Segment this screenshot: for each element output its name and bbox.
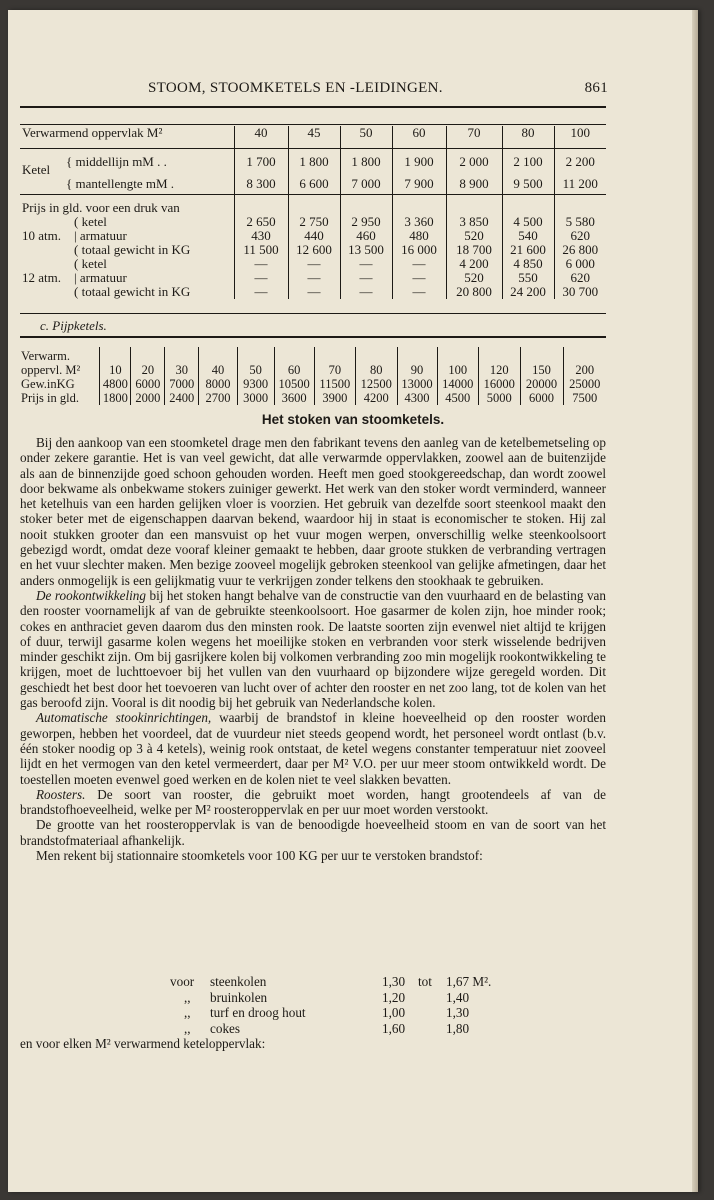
italic-term: Automatische stookinrichtingen, xyxy=(36,710,212,726)
cell: 12 600 xyxy=(288,243,340,257)
cell: 100 xyxy=(437,347,479,377)
cell: 26 800 xyxy=(554,243,606,257)
cell: 2 200 xyxy=(554,148,606,177)
table1-top-rule xyxy=(20,124,606,125)
cell: — xyxy=(340,285,392,299)
cell: 11 500 xyxy=(234,243,288,257)
cell: 1800 xyxy=(100,391,131,405)
cell: 550 xyxy=(502,271,554,285)
paragraph: Bij den aankoop van een stoomketel drage men den fabrikant tevens den aanleg van de ketelbemetseling op onder zekere garantie. Het is van veel gewicht, dat alle verwarmde oppervlakken, zoowel aan de buitenzijde als aan de binnenzijde goed schoon gehouden worden. Heeft men goed stookgereedschap, dan wordt zoowel door bekwame als onbekwame stokers zuiniger gewerkt. Het werk van den stoker wordt verminderd, wanneer het ketelhuis van een harden gelijken vloer is voorzien. Het gebruik van dezelfde soort steenkool maakt den stoker beter met de eigenschappen daarvan bekend, waardoor hij in staat is economischer te stoken. Hij zal nooit stukken grooter dan een mansvuist op het vuur mogen werpen, onverschillig welke steenkoolsoort gebezigd wordt, omdat deze vooraf kleiner gemaakt te hebben, daar groote stukken de verbranding vertragen en het vuur slechter maken. Men bezige zooveel mogelijk gebroken steenkool van gelijke afmetingen, daar het anders onmogelijk is een gelijkmatig vuur te verkrijgen zonder telkens den stookhaak te gebruiken. xyxy=(20,435,606,588)
book-page xyxy=(8,10,698,1192)
fuel-row: ,, bruinkolen 1,20 1,40 xyxy=(184,989,470,1005)
price-label: Prijs in gld. voor een druk van xyxy=(20,195,234,216)
cell: 6000 xyxy=(520,391,563,405)
cell: 2 950 xyxy=(340,215,392,229)
row-label: armatuur xyxy=(79,228,127,243)
cell: — xyxy=(392,285,446,299)
cell: 18 700 xyxy=(446,243,502,257)
cell: 16000 xyxy=(479,377,521,391)
cell: 1 800 xyxy=(340,148,392,177)
label-oppervl: Verwarm. oppervl. M² xyxy=(21,349,81,377)
cell: 5000 xyxy=(479,391,521,405)
closing-line: en voor elken M² verwarmend keteloppervlak: xyxy=(20,1036,266,1051)
cell: 9300 xyxy=(237,377,274,391)
cell: 50 xyxy=(237,347,274,377)
cell: — xyxy=(340,257,392,271)
cell: 1 900 xyxy=(392,148,446,177)
cell: 120 xyxy=(479,347,521,377)
cell: — xyxy=(288,257,340,271)
cell: 430 xyxy=(234,229,288,243)
cell: 13 500 xyxy=(340,243,392,257)
cell: 6 000 xyxy=(554,257,606,271)
cell: 3900 xyxy=(314,391,355,405)
cell: — xyxy=(234,271,288,285)
cell: 5 580 xyxy=(554,215,606,229)
cell: 620 xyxy=(554,271,606,285)
cell: 4 500 xyxy=(502,215,554,229)
cell: 8 900 xyxy=(446,177,502,195)
cell: 10500 xyxy=(274,377,314,391)
pipe-boiler-table xyxy=(20,347,606,405)
col-head: 60 xyxy=(392,126,446,148)
head-label: Verwarmend oppervlak M² xyxy=(22,125,163,140)
cell: 7 900 xyxy=(392,177,446,195)
cell: 80 xyxy=(356,347,398,377)
cell: 3600 xyxy=(274,391,314,405)
cell: 1 800 xyxy=(288,148,340,177)
cell: 540 xyxy=(502,229,554,243)
fuel-row: ,, turf en droog hout 1,00 1,30 xyxy=(184,1005,470,1020)
cell: 7500 xyxy=(563,391,606,405)
section-title: Het stoken van stoomketels. xyxy=(261,412,445,427)
cell: — xyxy=(234,257,288,271)
cell: 90 xyxy=(397,347,437,377)
cell: — xyxy=(234,285,288,299)
cell: 6000 xyxy=(131,377,165,391)
paragraph: Men rekent bij stationnaire stoomketels voor 100 KG per uur te verstoken brandstof: xyxy=(36,848,483,864)
cell: 70 xyxy=(314,347,355,377)
cell: — xyxy=(392,271,446,285)
pijpketels-heading: c. Pijpketels. xyxy=(40,318,107,333)
cell: 11500 xyxy=(314,377,355,391)
cell: 8 300 xyxy=(234,177,288,195)
atm10-label: 10 atm. xyxy=(22,228,61,243)
cell: 440 xyxy=(288,229,340,243)
cell: — xyxy=(288,285,340,299)
cell: 6 600 xyxy=(288,177,340,195)
cell: 2 100 xyxy=(502,148,554,177)
paragraph: Automatische stookinrichtingen, waarbij de brandstof in kleine hoeveelheid op den rooster worden geworpen, hebben het voordeel, dat de vuurdeur niet steeds geopend wordt, het personeel wordt ontlast (b.v. één stoker noodig op 3 à 4 ketels), weinig rook ontstaat, de ketel wegens constanter temperatuur niet zooveel lijdt en het vermogen van den ketel vermeerdert, daar per M² V.O. per uur meer stoom ontwikkeld wordt. De toestellen moeten evenwel goed werken en de kolen niet te veel slakken bevatten. xyxy=(20,710,606,787)
cell: 620 xyxy=(554,229,606,243)
cell: 2 000 xyxy=(446,148,502,177)
cell: 9 500 xyxy=(502,177,554,195)
col-head: 80 xyxy=(502,126,554,148)
italic-term: De rookontwikkeling xyxy=(36,587,146,603)
cell: 3000 xyxy=(237,391,274,405)
row-label: armatuur xyxy=(79,270,127,285)
cell: 14000 xyxy=(437,377,479,391)
boiler-table: Verwarmend oppervlak M² 40 45 50 60 70 80 100 Ketel{ middellijn mM . . 1 700 1 800 1 800 1 900 2 000 2 100 2 200 { mantellengte mM . 8 300 6 600 7 000 7 900 8 900 9 500 11 200 Prijs in gld. voor een druk van ( ketel 2 650 2 750 2 950 3 360 3 850 4 500 5 580 10 atm. | armatuur 430 440 460 480 520 540 620 ( totaal gewicht in KG 11 500 12 600 13 500 16 000 18 700 21 600 26 800 ( ketel — — — — 4 200 4 850 6 000 12 atm. | armatuur — — — — 520 550 620 ( totaal gewicht in KG — — — — 20 800 24 200 30 700 xyxy=(20,126,606,299)
cell: — xyxy=(288,271,340,285)
paragraph: De grootte van het roosteroppervlak is van de benoodigde hoeveelheid stoom en van de soort van het brandstofmateriaal afhankelijk. xyxy=(20,817,606,848)
italic-term: Roosters. xyxy=(36,786,86,802)
cell: 20 xyxy=(131,347,165,377)
cell: 21 600 xyxy=(502,243,554,257)
cell: 7 000 xyxy=(340,177,392,195)
col-head: 45 xyxy=(288,126,340,148)
col-head: 100 xyxy=(554,126,606,148)
row-label: totaal gewicht in KG xyxy=(81,242,191,257)
col-head: 40 xyxy=(234,126,288,148)
cell: 4300 xyxy=(397,391,437,405)
cell: 520 xyxy=(446,271,502,285)
cell: 2 650 xyxy=(234,215,288,229)
cell: 7000 xyxy=(165,377,199,391)
col-head: 50 xyxy=(340,126,392,148)
cell: 13000 xyxy=(397,377,437,391)
cell: 1 700 xyxy=(234,148,288,177)
cell: 25000 xyxy=(563,377,606,391)
cell: 4200 xyxy=(356,391,398,405)
cell: 4800 xyxy=(100,377,131,391)
fuel-row: voor steenkolen 1,30 tot 1,67 M². xyxy=(170,974,492,989)
fuel-table xyxy=(20,974,606,1052)
cell: 20 800 xyxy=(446,285,502,299)
running-header xyxy=(148,80,608,97)
cell: 3 850 xyxy=(446,215,502,229)
cell: 10 xyxy=(100,347,131,377)
cell: 4 850 xyxy=(502,257,554,271)
cell: — xyxy=(392,257,446,271)
cell: 2700 xyxy=(199,391,237,405)
label-gewicht: Gew.inKG xyxy=(21,377,75,391)
cell: 4500 xyxy=(437,391,479,405)
cell: 40 xyxy=(199,347,237,377)
table2-top-rule xyxy=(20,336,606,338)
cell: 200 xyxy=(563,347,606,377)
col-head: 70 xyxy=(446,126,502,148)
cell: 8000 xyxy=(199,377,237,391)
atm12-label: 12 atm. xyxy=(22,270,61,285)
page-edge xyxy=(692,10,698,1192)
cell: 150 xyxy=(520,347,563,377)
cell: 4 200 xyxy=(446,257,502,271)
row-label: totaal gewicht in KG xyxy=(81,284,191,299)
cell: 20000 xyxy=(520,377,563,391)
cell: 480 xyxy=(392,229,446,243)
page-number: 861 xyxy=(584,80,608,96)
label-prijs: Prijs in gld. xyxy=(21,391,79,405)
cell: 16 000 xyxy=(392,243,446,257)
cell: 460 xyxy=(340,229,392,243)
row-label: ketel xyxy=(81,214,107,229)
cell: 2 750 xyxy=(288,215,340,229)
paragraph: De rookontwikkeling bij het stoken hangt behalve van de constructie van den vuurhaard en de belasting van den rooster voornamelijk af van de gebruikte steenkoolsoort. Hoe gasarmer de kolen zijn, hoe minder rook; cokes en anthraciet geven daarom dus den minsten rook. De laatste soorten zijn evenwel niet altijd te krijgen of duur, terwijl gasarme kolen wegens het moeilijke stoken en verbranden voor sterk wisselende bedrijven minder geschikt zijn. Om bij gasrijkere kolen bij volkomen verbranding zoo min mogelijk rookontwikkeling te krijgen, moet de luchttoevoer bij het vullen van den vuurhaard op bijzondere wijze geregeld worden. Dit geschiedt het best door het toevoeren van lucht over of achter den rooster en net zoo lang, tot de kolen van het gas beroofd zijn. Vooral is dit noodig bij het gebruik van Nederlandsche kolen. xyxy=(20,587,606,711)
cell: — xyxy=(340,271,392,285)
row-label: mantellengte mM . xyxy=(75,175,175,191)
cell: 3 360 xyxy=(392,215,446,229)
paragraph: Roosters. De soort van rooster, die gebruikt moet worden, hangt grootendeels af van de brandstofhoeveelheid, welke per M² roosteroppervlak en per uur moet worden verstookt. xyxy=(20,786,606,818)
cell: 12500 xyxy=(356,377,398,391)
row-label: ketel xyxy=(81,256,107,271)
cell: 2000 xyxy=(131,391,165,405)
cell: 30 700 xyxy=(554,285,606,299)
header-rule xyxy=(20,106,606,108)
fuel-row: ,, cokes 1,60 1,80 xyxy=(184,1020,470,1036)
row-label: middellijn mM . . xyxy=(75,153,167,169)
header-title: STOOM, STOOMKETELS EN -LEIDINGEN. xyxy=(148,80,443,96)
cell: 11 200 xyxy=(554,177,606,195)
cell: 520 xyxy=(446,229,502,243)
cell: 24 200 xyxy=(502,285,554,299)
cell: 2400 xyxy=(165,391,199,405)
body-text xyxy=(20,435,606,863)
cell: 30 xyxy=(165,347,199,377)
table1-bottom-rule xyxy=(20,313,606,314)
ketel-label: Ketel xyxy=(22,161,51,177)
cell: 60 xyxy=(274,347,314,377)
